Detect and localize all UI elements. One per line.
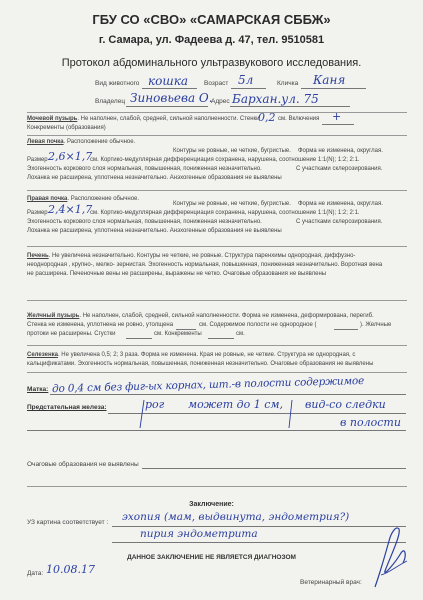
focal-line	[142, 468, 406, 469]
left-kidney-sclerosis: С участками склерозирования.	[296, 166, 383, 172]
gallbladder-ducts: ). Желчные	[360, 322, 392, 328]
left-kidney-line4: Лоханка не расширена, уплотнена незначительно. Анэхогенные образования не выявлены	[27, 175, 282, 181]
prostate-title: Предстательная железа:	[27, 404, 107, 411]
right-kidney-line2: см. Кортико-медуллярная дифференциация сохранена, нарушена, соотношение 1:1(N); 1:2; 2:1.	[90, 210, 360, 216]
liver-line3: не расширена. Печеночные вены не расширены, выражены не четко. Очаговые образования не выявлены	[27, 271, 327, 277]
left-kidney-line2: см. Кортико-медуллярная дифференциация сохранена, нарушена, соотношение 1:1(N); 1:2; 2:1.	[90, 157, 360, 163]
bladder-inclusions-value: +	[332, 110, 342, 123]
bladder-title: Мочевой пузырь	[27, 116, 78, 122]
species-value: кошка	[148, 74, 189, 88]
right-kidney-line3: Эхогенность коркового слоя нормальная, повышенная, пониженная незначительно.	[27, 219, 262, 225]
vet-signature	[355, 515, 415, 595]
age-value: 5л	[238, 73, 254, 87]
left-kidney-contours: Контуры не ровные, не четкие, бугристые.	[173, 148, 291, 154]
organization-title: ГБУ СО «СВО» «САМАРСКАЯ СББЖ»	[92, 12, 331, 27]
right-kidney-contours: Контуры не ровные, не четкие, бугристые.	[173, 201, 291, 207]
nickname-value: Каня	[313, 73, 346, 87]
gallbladder-line2: Стенка не изменена, уплотнена не ровно, утолщена	[27, 322, 174, 328]
conclusion-label: УЗ картина соответствует :	[27, 519, 109, 526]
right-kidney-line4: Лоханка не расширена, уплотнена незначительно. Анэхогенные образования не выявлены	[27, 228, 282, 234]
address-value: Бархан.ул. 75	[232, 92, 319, 106]
gallbladder-line1: Желчный пузырь. Не наполнен, слабой, средней, сильной наполненности. Форма не изменена, деформирована, перегиб.	[27, 313, 374, 319]
disclaimer: ДАННОЕ ЗАКЛЮЧЕНИЕ НЕ ЯВЛЯЕТСЯ ДИАГНОЗОМ	[127, 554, 296, 561]
protocol-title: Протокол абдоминального ультразвукового исследования.	[61, 57, 362, 69]
spleen-title: Селезенка	[27, 352, 58, 358]
spleen-line2: кальцификатами. Эхогенность нормальная, повышенная, пониженная незначительно. Очаговые образования не выявлены	[27, 361, 374, 367]
right-kidney-title: Правая почка	[27, 196, 68, 202]
owner-label: Владелец	[95, 98, 126, 105]
gallbladder-title: Желчный пузырь	[27, 313, 80, 319]
address-label: Адрес	[211, 98, 230, 105]
gallbladder-content: см. Содержимое полости не однородное (	[199, 322, 317, 328]
spleen-line1: Селезенка. Не увеличена 0,5; 2; 3 раза. Форма не изменена. Края не ровные, не четкие. Структура не однородная, с	[27, 352, 356, 358]
liver-title: Печень	[27, 253, 49, 259]
conclusion-heading: Заключение:	[189, 501, 234, 508]
separator	[27, 486, 407, 487]
bladder-line2: Конкременты (образования)	[27, 125, 106, 131]
left-kidney-size-label: Размер	[27, 157, 48, 163]
conclusion-value-2: пирия эндометрита	[140, 528, 258, 540]
liver-line2: неоднородная , крупно-, мелко- зернистая. Эхогенность нормальная, повышенная, пониженная незначительно. Воротная вена	[27, 262, 383, 268]
left-kidney-shape: Форма не изменена, округлая.	[298, 148, 383, 154]
left-kidney-line1: Левая почка. Расположение обычное.	[27, 139, 136, 145]
owner-value: Зиновьева О.	[130, 91, 213, 105]
right-kidney-line1: Правая почка. Расположение обычное.	[27, 196, 140, 202]
gallbladder-stones: см. Конкременты	[154, 331, 202, 337]
left-kidney-size-value: 2,6×1,7	[48, 150, 93, 163]
left-kidney-line3: Эхогенность коркового слоя нормальная, повышенная, пониженная незначительно.	[27, 166, 262, 172]
species-label: Вид животного	[95, 80, 140, 87]
gallbladder-line3: протоки не расширены. Сгустки	[27, 331, 116, 337]
date-label: Дата:	[27, 570, 44, 577]
uterus-horn-text: рог	[145, 398, 165, 411]
right-kidney-shape: Форма не изменена, округлая.	[298, 201, 383, 207]
organization-address: г. Самара, ул. Фадеева д. 47, тел. 9510581	[98, 34, 325, 46]
left-kidney-title: Левая почка	[27, 139, 64, 145]
right-kidney-sclerosis: С участками склерозирования.	[296, 219, 383, 225]
uterus-value: до 0,4 см без фиг-ых корнах, шт.-в полости содержимое	[51, 374, 365, 396]
vet-label: Ветеринарный врач:	[300, 579, 362, 586]
bladder-wall-unit: см. Включения	[278, 116, 320, 122]
bladder-wall-value: 0,2	[258, 111, 276, 124]
date-value: 10.08.17	[46, 563, 95, 576]
bladder-text: . Не наполнен, слабой, средней, сильной наполненности. Стенки	[77, 116, 260, 122]
gallbladder-cm: см.	[236, 331, 245, 337]
right-kidney-size-value: 2,4×1,7	[48, 203, 93, 216]
age-label: Возраст	[204, 80, 229, 87]
focal-label: Очаговые образования не выявлены	[27, 461, 139, 468]
conclusion-value-1: эхопия (мам, выдвинута, эндометрия?)	[122, 511, 350, 523]
liver-line1: Печень. Не увеличена незначительно. Контуры не четкие, не ровные. Структура паренхимы однородная, диффузно-	[27, 253, 356, 259]
uterus-horn-size: может до 1 см,	[188, 398, 284, 411]
right-kidney-size-label: Размер	[27, 210, 48, 216]
uterus-horn-note: вид-со следки	[305, 398, 386, 411]
uterus-title: Матка:	[27, 386, 49, 393]
uterus-horn-note-2: в полости	[340, 416, 401, 429]
nickname-label: Кличка	[277, 80, 299, 87]
